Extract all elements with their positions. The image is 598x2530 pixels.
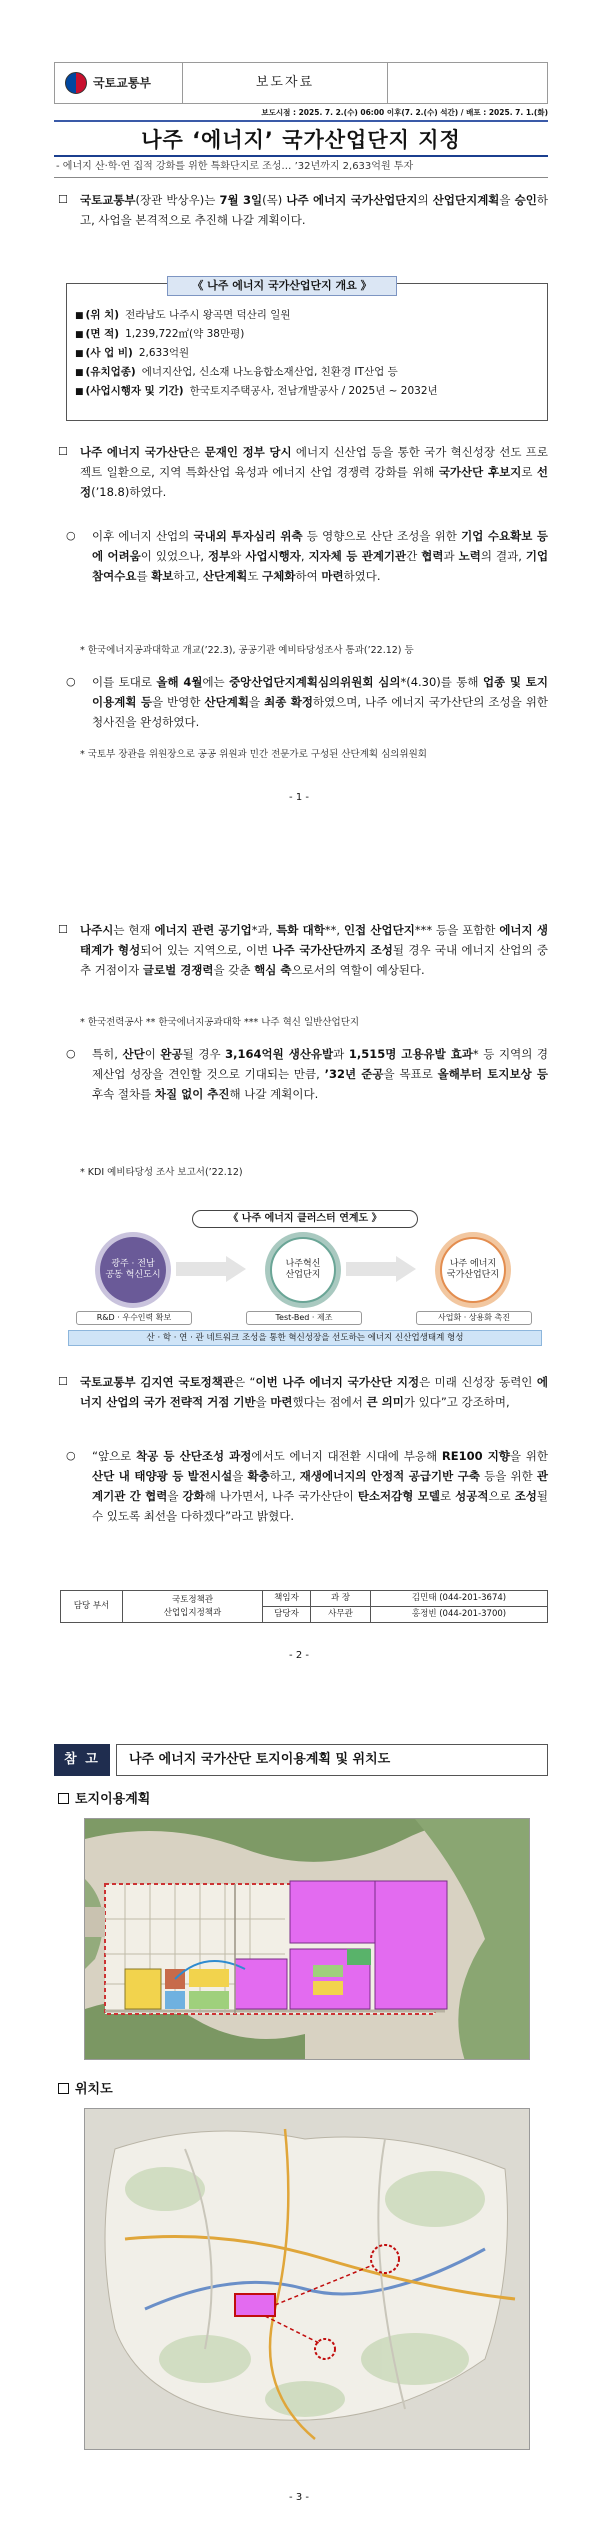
txt: 을: [248, 695, 265, 710]
circle-bullet-icon: ○: [66, 1047, 76, 1060]
txt: 완공: [160, 1047, 183, 1061]
txt: 큰 의미: [366, 1395, 404, 1410]
dept-label: 담당 부서: [61, 1591, 123, 1623]
txt: 하였으며, 나주 에너지 국가산단의 조성을 위한 청사진을 완성하였다.: [92, 695, 548, 730]
overview-value: 2,633억원: [138, 347, 190, 359]
paragraph-candidate: [58, 442, 548, 502]
txt: 의 결과: [480, 549, 519, 564]
txt: 와: [230, 549, 246, 564]
taegeuk-icon: [65, 72, 87, 94]
txt: 구체화: [262, 569, 296, 584]
node-innovation-complex: [270, 1237, 336, 1303]
doc-type: 보도자료: [255, 74, 315, 90]
txt: 인접 산업단지: [343, 923, 415, 937]
paragraph-progress: [58, 526, 548, 586]
txt: 간: [406, 549, 422, 564]
txt: 마련: [270, 1395, 293, 1410]
paragraph-approval: [58, 672, 548, 732]
overview-key: ■ (위 치): [75, 306, 119, 325]
txt: 이를 토대로: [92, 675, 157, 689]
footnote: * KDI 예비타당성 조사 보고서(’22.12): [80, 1167, 243, 1178]
section-landuse: [58, 1790, 150, 1810]
txt: 하여: [295, 569, 322, 584]
txt: 을 위한: [509, 1449, 548, 1463]
contact-table: [60, 1590, 548, 1623]
position: 사무관: [311, 1607, 371, 1623]
arrow-right-icon: [176, 1256, 246, 1282]
ministry-name: 국토교통부: [93, 75, 151, 90]
txt: 하고,: [173, 569, 203, 584]
txt: 등을 위한: [479, 1469, 537, 1484]
txt: 국토교통부: [80, 193, 136, 207]
node-label: 광주 · 전남 공동 혁신도시: [105, 1258, 161, 1280]
stage-label: Test-Bed · 제조: [246, 1311, 362, 1325]
txt: 로: [521, 465, 537, 480]
txt: 기업 참여수요: [92, 549, 549, 584]
txt: 될 경우 국내 에너지 산업의 중추 거점이자: [80, 943, 548, 978]
txt: 성공적: [455, 1489, 489, 1504]
txt: 을 갖춘: [213, 963, 255, 978]
txt: 3,164억원 생산유발: [225, 1047, 334, 1061]
txt: 최종 확정: [264, 695, 313, 710]
node-national-complex: [440, 1237, 506, 1303]
circle-bullet-icon: ○: [66, 675, 76, 688]
txt: *(4.30)를 통해: [400, 675, 483, 689]
txt: (’18.8)하였다.: [91, 485, 167, 500]
txt: 이 있었으나,: [140, 549, 209, 564]
txt: 기업 수요확보 등에 어려움: [92, 529, 548, 564]
overview-value: 한국토지주택공사, 전남개발공사 / 2025년 ~ 2032년: [189, 385, 438, 397]
txt: ,: [518, 549, 526, 564]
txt: 승인: [514, 193, 537, 207]
txt: (목): [262, 193, 287, 207]
square-bullet-icon: [58, 2083, 69, 2094]
footnote: * 국토부 장관을 위원장으로 공공 위원과 민간 전문가로 구성된 산단계획 심의위원회: [80, 749, 427, 760]
txt: 가 있다”고 강조하며,: [403, 1395, 510, 1410]
txt: 하고, 사업을 본격적으로 추진해 나갈 계획이다.: [80, 193, 548, 228]
txt: **,: [324, 923, 344, 937]
txt: 될 수 있도록 최선을 다하겠다”라고 밝혔다.: [92, 1489, 549, 1524]
txt: 이후 에너지 산업의: [92, 529, 194, 543]
txt: 에너지 생태계가 형성: [80, 923, 548, 958]
txt: 중앙산업단지계획심의위원회 심의: [229, 675, 401, 689]
paragraph-ecosystem: [58, 920, 548, 980]
overview-caption: 《 나주 에너지 국가산업단지 개요 》: [167, 276, 397, 296]
reference-tag: 참 고: [54, 1744, 110, 1776]
location-map-graphic: [85, 2109, 530, 2450]
txt: 을 반영한: [151, 695, 205, 710]
txt: 지자체 등 관계기관: [308, 549, 407, 564]
page-number: - 3 -: [289, 2492, 309, 2503]
txt: 하였다.: [343, 569, 381, 584]
txt: 을 목표로: [383, 1067, 438, 1082]
stage-label: 사업화 · 상용화 촉진: [416, 1311, 532, 1325]
txt: 국내외 투자심리 위축: [193, 529, 303, 543]
txt: 올해 4월: [156, 675, 203, 689]
page-number: - 1 -: [289, 792, 309, 803]
txt: 이번 나주 에너지 국가산단 지정: [255, 1375, 420, 1389]
diagram-title: 《 나주 에너지 클러스터 연계도 》: [192, 1210, 418, 1228]
txt: 조성: [514, 1489, 537, 1504]
overview-value: 1,239,722㎡(약 38만평): [125, 328, 245, 340]
section-label: 토지이용계획: [75, 1792, 151, 1807]
txt: (장관 박상우)는: [135, 193, 220, 207]
txt: 산업단지계획: [432, 193, 500, 207]
main-title: 나주 ‘에너지’ 국가산업단지 지정: [141, 128, 461, 152]
txt: 했다는 점에서: [292, 1395, 367, 1410]
txt: 의: [417, 193, 429, 207]
reference-title: 나주 에너지 국가산단 토지이용계획 및 위치도: [116, 1744, 548, 1776]
node-label: 나주 에너지 국가산업단지: [446, 1258, 500, 1280]
header-right-cell: [387, 63, 547, 103]
txt: ’32년 준공: [324, 1067, 384, 1082]
txt: 을: [255, 1395, 271, 1410]
txt: 에너지 신산업 등을 통한 국가 혁신성장 선도 프로젝트 일환으로, 지역 특화산업 육성과 에너지 산업 경쟁력 강화를 위해: [80, 445, 549, 480]
overview-key: ■ (사 업 비): [75, 344, 133, 363]
txt: 과: [333, 1047, 349, 1061]
txt: 착공 등 산단조성 과정: [136, 1449, 252, 1463]
txt: 이: [144, 1047, 161, 1061]
txt: 사업시행자: [245, 549, 301, 564]
txt: 확보: [151, 569, 174, 584]
square-bullet-icon: ☐: [58, 1375, 68, 1388]
paragraph-future: [58, 1446, 548, 1527]
txt: ,: [300, 549, 309, 564]
overview-row: [75, 382, 537, 401]
overview-key: ■ (면 적): [75, 325, 119, 344]
txt: 은: [189, 445, 205, 459]
txt: 은 미래 신성장 동력인: [419, 1375, 537, 1389]
txt: *** 등을 포함한: [414, 923, 500, 937]
land-use-map: [84, 1818, 530, 2060]
txt: 1,515명 고용유발 효과: [348, 1047, 473, 1061]
position: 과 장: [311, 1591, 371, 1607]
txt: 7월 3일: [219, 193, 263, 207]
txt: 하고,: [269, 1469, 300, 1484]
land-use-map-graphic: [85, 1819, 530, 2060]
role: 담당자: [263, 1607, 311, 1623]
arrow-right-icon: [346, 1256, 416, 1282]
txt: 마련: [321, 569, 344, 584]
txt: 될 경우: [182, 1047, 226, 1061]
paragraph-effect: [58, 1044, 548, 1104]
section-location: [58, 2080, 113, 2100]
txt: 핵심 축: [254, 963, 292, 978]
txt: 정부: [208, 549, 231, 564]
txt: 산단 내 태양광 등 발전시설: [92, 1469, 233, 1484]
txt: 협력: [421, 549, 444, 564]
txt: 특화 대학: [276, 923, 325, 937]
square-bullet-icon: ☐: [58, 923, 68, 936]
txt: 선정: [80, 465, 548, 500]
txt: 국가산단 후보지: [438, 465, 522, 480]
stage-label: R&D · 우수인력 확보: [76, 1311, 192, 1325]
txt: 나주 에너지 국가산단: [80, 445, 190, 459]
overview-row: [75, 306, 537, 325]
contact-name: 홍정빈 (044-201-3700): [371, 1607, 548, 1623]
txt: 는 현재: [113, 923, 155, 937]
overview-row: [75, 344, 537, 363]
square-bullet-icon: ☐: [58, 193, 68, 206]
overview-value: 에너지산업, 신소재 나노융합소재산업, 친환경 IT산업 등: [141, 366, 398, 378]
txt: 강화: [182, 1489, 205, 1504]
txt: 글로벌 경쟁력: [142, 963, 214, 978]
txt: RE100 지향: [441, 1449, 510, 1463]
dept-name: 국토정책관 산업입지정책과: [123, 1591, 263, 1623]
txt: 은 “: [234, 1375, 256, 1389]
txt: 을: [499, 193, 515, 207]
paragraph-quote: [58, 1372, 548, 1412]
overview-box: [66, 279, 548, 421]
location-map: [84, 2108, 530, 2450]
overview-row: [75, 325, 537, 344]
txt: 나주 국가산단까지 조성: [272, 943, 393, 958]
txt: 에는: [202, 675, 230, 689]
txt: 에너지 산업의 국가 전략적 거점 기반: [80, 1375, 548, 1410]
release-meta: 보도시점 : 2025. 7. 2.(수) 06:00 이후(7. 2.(수) 석간) / 배포 : 2025. 7. 1.(화): [54, 107, 548, 122]
node-innovation-city: [100, 1237, 166, 1303]
txt: 을: [167, 1489, 183, 1504]
txt: 산단계획: [202, 569, 248, 584]
ministry-logo: [55, 63, 183, 103]
txt: 후속 절차를: [92, 1087, 155, 1102]
txt: 산단계획: [204, 695, 249, 710]
txt: 문재인 정부 당시: [204, 445, 292, 459]
txt: 특히,: [92, 1047, 123, 1061]
ecosystem-banner: 산 · 학 · 연 · 관 네트워크 조성을 통한 혁신성장을 선도하는 에너지 신산업생태계 형성: [68, 1330, 542, 1346]
txt: 로: [439, 1489, 456, 1504]
overview-key: ■ (사업시행자 및 기간): [75, 382, 184, 401]
footnote: * 한국에너지공과대학교 개교(’22.3), 공공기관 예비타당성조사 통과(’22.12) 등: [80, 645, 414, 656]
lead-paragraph: [58, 190, 548, 230]
contact-name: 김민태 (044-201-3674): [371, 1591, 548, 1607]
txt: 등 영향으로 산단 조성을 위한: [302, 529, 462, 543]
cluster-diagram: [62, 1210, 548, 1348]
txt: 에서도 에너지 대전환 시대에 부응해: [251, 1449, 442, 1463]
txt: 을: [232, 1469, 248, 1484]
reference-heading: [54, 1744, 548, 1776]
txt: 되어 있는 지역으로, 이번: [140, 943, 273, 958]
circle-bullet-icon: ○: [66, 529, 76, 542]
txt: * 등 지역의 경제산업 성장을 견인할 것으로 기대되는 만큼,: [92, 1047, 549, 1082]
role: 책임자: [263, 1591, 311, 1607]
txt: 산단: [122, 1047, 145, 1061]
txt: 탄소저감형 모델: [357, 1489, 440, 1504]
txt: 업종 및 토지이용계획 등: [92, 675, 548, 710]
txt: 과: [443, 549, 459, 564]
txt: 도: [247, 569, 263, 584]
node-label: 나주혁신 산업단지: [285, 1258, 321, 1280]
page-number: - 2 -: [289, 1650, 309, 1661]
square-bullet-icon: ☐: [58, 445, 68, 458]
txt: “앞으로: [92, 1449, 137, 1463]
circle-bullet-icon: ○: [66, 1449, 76, 1462]
txt: 재생에너지의 안정적 공급기반 구축: [299, 1469, 480, 1484]
txt: 노력: [458, 549, 481, 564]
txt: 관계기관 간 협력: [92, 1469, 549, 1504]
txt: 국토교통부 김지연 국토정책관: [80, 1375, 234, 1389]
press-header: [54, 62, 548, 104]
txt: 나주 에너지 국가산업단지: [286, 193, 418, 207]
square-bullet-icon: [58, 1793, 69, 1804]
overview-key: ■ (유치업종): [75, 363, 136, 382]
txt: 를: [136, 569, 152, 584]
subtitle: - 에너지 산·학·연 집적 강화를 위한 특화단지로 조성… ’32년까지 2,633억원 투자: [54, 155, 548, 178]
overview-value: 전라남도 나주시 왕곡면 덕산리 일원: [125, 309, 291, 321]
txt: 으로서의 역할이 예상된다.: [291, 963, 425, 978]
txt: 해 나갈 계획이다.: [229, 1087, 319, 1102]
txt: 확충: [247, 1469, 270, 1484]
txt: 으로: [488, 1489, 515, 1504]
txt: 해 나가면서, 나주 국가산단이: [204, 1489, 358, 1504]
section-label: 위치도: [75, 2082, 113, 2097]
txt: 차질 없이 추진: [154, 1087, 230, 1102]
txt: *과,: [251, 923, 277, 937]
footnote: * 한국전력공사 ** 한국에너지공과대학 *** 나주 혁신 일반산업단지: [80, 1017, 360, 1028]
txt: 나주시: [80, 923, 114, 937]
page-1: [0, 0, 598, 835]
txt: 에너지 관련 공기업: [154, 923, 252, 937]
overview-row: [75, 363, 537, 382]
txt: 올해부터 토지보상 등: [437, 1067, 548, 1082]
